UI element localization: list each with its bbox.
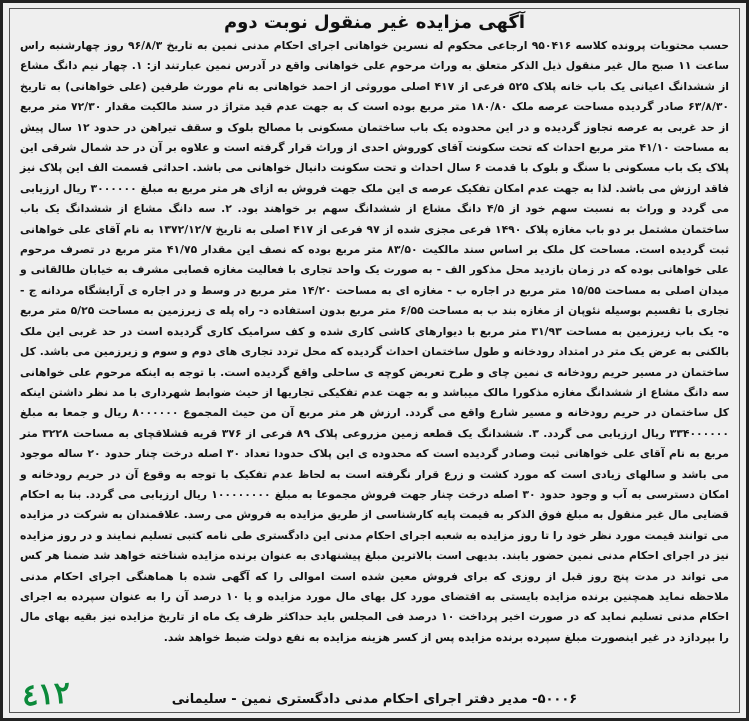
notice-title: آگهی مزایده غیر منقول نوبت دوم [223,12,526,33]
notice-frame [9,8,740,713]
notice-signature: ۵۰۰۰۶- مدیر دفتر اجرای احکام مدنی دادگستری نمین - سلیمانی [171,692,578,707]
notice-body: حسب محتویات پرونده کلاسه ۹۵۰۴۱۶ ارجاعی محکوم له نسرین خواهانی اجرای احکام مدنی نمین به تاریخ ۹۶/۸/۳ روز چهارشنبه راس ساعت ۱۱ صبح مال غیر منقول ذیل الذکر متعلق به وراث مرحوم علی خواهانی واقع در آدرس نمین عبارتند از: ۱. چهار نیم دانگ مشاع از ششدانگ اعیانی یک باب خانه پلاک ۵۲۵ فرعی از ۴۱۷ اصلی موروثی از احمد خواهانی به نام مورث طرفین (علی خواهانی) به تاریخ ۶۳/۸/۳۰ صادر گردیده مساحت عرصه ملک ۱۸۰/۸۰ متر مربع بوده است ک به جهت عدم قید متراژ در سند مالکیت مقدار ۷۲/۳۰ متر مربع از حد غربی به عرصه تجاوز گردیده و در این محدوده یک باب ساختمان مسکونی با مصالح بلوک و سقف تیراهن در حدود ۱۲ سال پیش به مساحت ۴۱/۱۰ متر مربع احداث که تحت سکونت آقای کوروش احدی از وراث قرار گرفته است و علاوه بر آن در حد شمال شرقی این پلاک یک باب مسکونی با سنگ و بلوک با قدمت ۶ سال احداث و تحت سکونت دانیال خواهانی می باشد. احداثی قسمت الف این پلاک نیز فاقد ارزش می باشد. لذا به جهت عدم امکان تفکیک عرصه ی این ملک جهت فروش به ازای هر متر مربع به مبلغ ۳۰۰۰۰۰۰ ریال ارزیابی می گردد و وراث به نسبت سهم خود از ۴/۵ دانگ مشاع از ششدانگ سهم بر خواهند بود. ۲. سه دانگ مشاع از ششدانگ یک باب ساختمان مشتمل بر دو باب مغازه پلاک ۱۴۹۰ فرعی مجزی شده از ۹۷ فرعی از ۴۱۷ اصلی به تاریخ ۱۳۷۲/۱۲/۷ به نام آقای علی خواهانی ثبت گردیده است. مساحت کل ملک بر اساس سند مالکیت ۸۳/۵۰ متر مربع بوده که نصف این مقدار ۴۱/۷۵ متر مربع در تصرف مرحوم علی خواهانی بوده که در زمان بازدید محل مذکور الف - به صورت یک واحد تجاری با فعالیت مغازه قصابی مشرف به خیابان طالقانی و میدان اصلی به مساحت ۱۵/۵۵ متر مربع در اجاره ب - مغازه ای به مساحت ۱۴/۲۰ متر مربع در وسط و در اجاره ی آرایشگاه مردانه ج - تجاری با تقسیم بوسیله نئوپان از مغازه بند ب به مساحت ۶/۵۵ متر مربع بدون استفاده د- راه پله ی زیرزمین به مساحت ۵/۲۵ متر مربع ه- یک باب زیرزمین به مساحت ۳۱/۹۳ متر مربع با دیوارهای کاشی کاری شده و کف سرامیک کاری گردیده است در حد غربی این ملک بالکنی به عرض یک متر در امتداد رودخانه و طول ساختمان احداث گردیده که محل تردد تجاری های دوم و سوم و زیرزمین می باشد. کل ساختمان در مسیر حریم رودخانه ی نمین چای و طرح تعریض کوچه ی ساحلی واقع گردیده است. با توجه به اینکه مرحوم علی خواهانی سه دانگ مشاع از ششدانگ مغازه مذکورا مالک میباشد و به جهت عدم تفکیکی تجاریها از حیث ضوابط شهرداری با مد نظر داشتن اینکه کل ساختمان در حریم رودخانه و مسیر شارع واقع می گردد. ارزش هر متر مربع آن من حیث المجموع ۸۰۰۰۰۰۰ ریال و جمعا به مبلغ ۳۳۴۰۰۰۰۰۰ ریال ارزیابی می گردد. ۳. ششدانگ یک قطعه زمین مزروعی پلاک ۸۹ فرعی از ۳۷۶ قریه قشلاقچای به مساحت ۳۲۲۸ متر مربع به نام آقای علی خواهانی ثبت وصادر گردیده است که محدوده ی این پلاک حدودا تعداد ۳۰ اصله درخت چنار حدود ۲۰ ساله موجود می باشد و سالهای زیادی است که مورد کشت و زرع قرار نگرفته است به لحاظ عدم تفکیک با توجه به وقوع آن در حریم رودخانه و امکان دسترسی به آب و وجود حدود ۳۰ اصله درخت چنار جهت فروش مجموعا به مبلغ ۱۰۰۰۰۰۰۰۰ ریال ارزیابی می گردد. بنا به احکام قضایی مال غیر منقول به مبلغ فوق الذکر به قیمت پایه کارشناسی از طریق مزایده به فروش می رسد. علاقمندان به شرکت در مزایده می توانند قیمت مورد نظر خود را تا روز مزایده به شعبه اجرای احکام مدنی این دادگستری طی نامه کتبی تسلیم نمایند و در روز مزایده نیز در اجرای احکام مدنی نمین حضور یابند. بدیهی است بالاترین مبلغ پیشنهادی به عنوان برنده مزایده شناخته خواهد شد ضمنا هر کس می تواند در مدت پنج روز قبل از روزی که برای فروش معین شده است اموالی را که آگهی شده با هماهنگی اجرای احکام مدنی ملاحظه نماید همچنین برنده مزایده بایستی به اقتضای مورد کل بهای مال مورد مزایده و یا ۱۰ درصد آن را به عنوان سپرده به اجرای احکام مدنی تسلیم نماید که در صورت اخیر پرداخت ۱۰ درصد فی المجلس باید حداکثر ظرف یک ماه از تاریخ مزایده نیز بقیه بهای مال را بپردازد در غیر اینصورت مبلغ سپرده برنده مزایده پس از کسر هزینه مزایده به نفع دولت ضبط خواهد شد. [20,39,730,644]
handwritten-number: ٤١٢ [20,675,72,714]
